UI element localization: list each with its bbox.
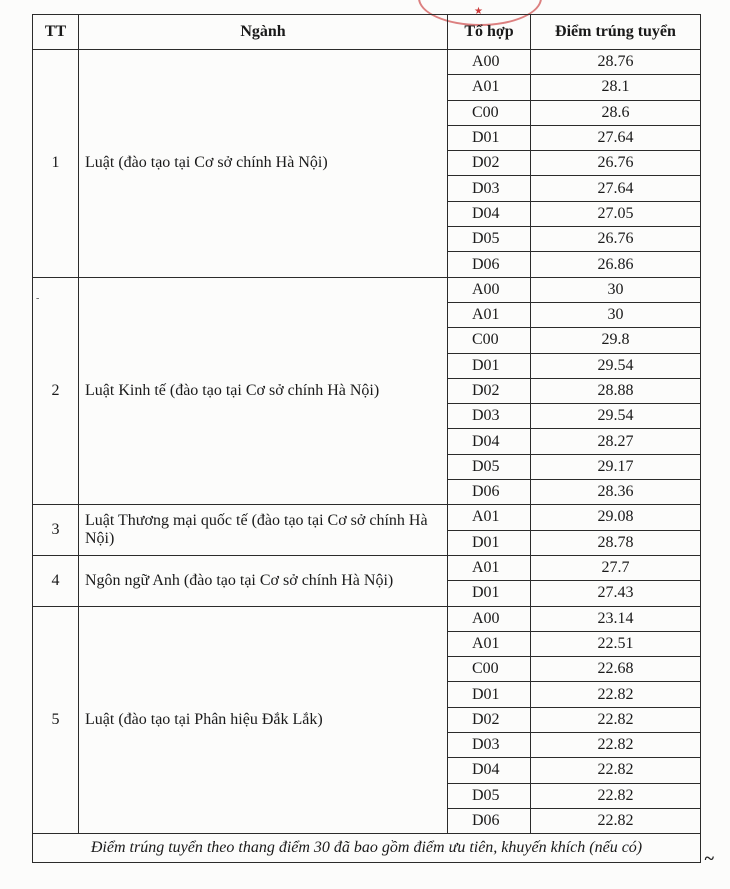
subject-combination: D05 [448, 454, 531, 479]
row-number: 3 [33, 505, 79, 556]
subject-combination: C00 [448, 100, 531, 125]
admission-score: 22.68 [531, 657, 701, 682]
handwritten-mark: ~ [704, 848, 715, 868]
table-row [33, 50, 701, 75]
major-name: Luật (đào tạo tại Cơ sở chính Hà Nội) [79, 50, 448, 278]
subject-combination: D02 [448, 151, 531, 176]
admission-score: 22.82 [531, 808, 701, 833]
major-name: Luật Thương mại quốc tế (đào tạo tại Cơ sở chính Hà Nội) [79, 505, 448, 556]
cut-off-heading [0, 0, 730, 14]
admission-score: 28.76 [531, 50, 701, 75]
admission-score: 22.82 [531, 758, 701, 783]
subject-combination: A01 [448, 631, 531, 656]
admission-score: 22.82 [531, 682, 701, 707]
row-number: 2 [33, 277, 79, 505]
subject-combination: A00 [448, 277, 531, 302]
subject-combination: D02 [448, 707, 531, 732]
subject-combination: D06 [448, 480, 531, 505]
admission-score: 22.82 [531, 707, 701, 732]
admission-score: 29.08 [531, 505, 701, 530]
subject-combination: D01 [448, 682, 531, 707]
header-tt: TT [33, 15, 79, 50]
admission-score: 29.54 [531, 353, 701, 378]
admission-score: 27.05 [531, 201, 701, 226]
table-header-row [33, 15, 701, 50]
footnote: Điểm trúng tuyển theo thang điểm 30 đã bao gồm điểm ưu tiên, khuyến khích (nếu có) [33, 834, 701, 863]
subject-combination: D04 [448, 429, 531, 454]
admission-score: 22.82 [531, 733, 701, 758]
admission-score: 26.76 [531, 227, 701, 252]
admission-score: 28.78 [531, 530, 701, 555]
admission-score: 29.17 [531, 454, 701, 479]
admission-score: 27.64 [531, 125, 701, 150]
admission-score: 22.82 [531, 783, 701, 808]
subject-combination: D05 [448, 227, 531, 252]
footnote-row [33, 834, 701, 863]
admission-score: 23.14 [531, 606, 701, 631]
subject-combination: D05 [448, 783, 531, 808]
admission-score: 22.51 [531, 631, 701, 656]
subject-combination: C00 [448, 328, 531, 353]
subject-combination: A01 [448, 555, 531, 580]
seal-star-icon: ★ [474, 6, 483, 17]
subject-combination: D01 [448, 581, 531, 606]
subject-combination: D06 [448, 808, 531, 833]
subject-combination: D01 [448, 353, 531, 378]
subject-combination: A00 [448, 606, 531, 631]
admission-score-table [32, 14, 701, 863]
admission-score: 26.86 [531, 252, 701, 277]
subject-combination: A00 [448, 50, 531, 75]
table-row [33, 555, 701, 580]
table-row [33, 606, 701, 631]
admission-score: 28.1 [531, 75, 701, 100]
row-number: 4 [33, 555, 79, 606]
table-body [33, 50, 701, 834]
scan-mark: - [36, 293, 40, 304]
admission-score: 27.43 [531, 581, 701, 606]
subject-combination: D04 [448, 758, 531, 783]
header-to-hop: Tổ hợp [448, 15, 531, 50]
table-row [33, 277, 701, 302]
admission-score: 29.54 [531, 404, 701, 429]
major-name: Luật (đào tạo tại Phân hiệu Đắk Lắk) [79, 606, 448, 834]
subject-combination: D01 [448, 530, 531, 555]
admission-score: 28.36 [531, 480, 701, 505]
subject-combination: D03 [448, 404, 531, 429]
major-name: Luật Kinh tế (đào tạo tại Cơ sở chính Hà Nội) [79, 277, 448, 505]
table-row [33, 505, 701, 530]
subject-combination: D03 [448, 733, 531, 758]
subject-combination: C00 [448, 657, 531, 682]
subject-combination: A01 [448, 505, 531, 530]
admission-score: 29.8 [531, 328, 701, 353]
header-diem: Điểm trúng tuyển [531, 15, 701, 50]
subject-combination: D06 [448, 252, 531, 277]
admission-score: 28.6 [531, 100, 701, 125]
subject-combination: A01 [448, 75, 531, 100]
admission-score: 30 [531, 302, 701, 327]
header-nganh: Ngành [79, 15, 448, 50]
subject-combination: D01 [448, 125, 531, 150]
row-number: 1 [33, 50, 79, 278]
major-name: Ngôn ngữ Anh (đào tạo tại Cơ sở chính Hà Nội) [79, 555, 448, 606]
admission-score: 30 [531, 277, 701, 302]
subject-combination: A01 [448, 302, 531, 327]
admission-score: 28.88 [531, 378, 701, 403]
admission-score: 26.76 [531, 151, 701, 176]
admission-score: 27.7 [531, 555, 701, 580]
subject-combination: D03 [448, 176, 531, 201]
subject-combination: D04 [448, 201, 531, 226]
row-number: 5 [33, 606, 79, 834]
subject-combination: D02 [448, 378, 531, 403]
admission-score: 27.64 [531, 176, 701, 201]
admission-score: 28.27 [531, 429, 701, 454]
